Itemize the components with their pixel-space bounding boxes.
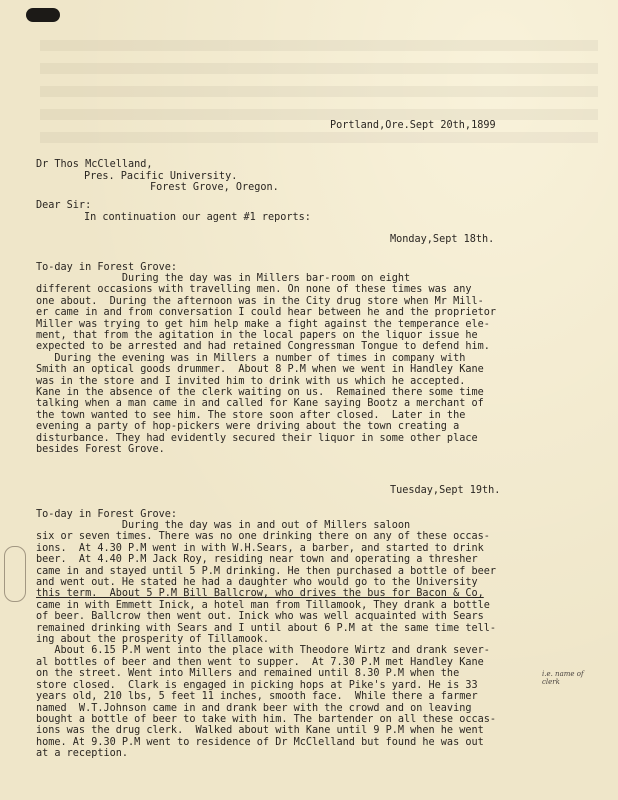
handwritten-margin-note: i.e. name of clerk	[542, 670, 584, 686]
text-line: About 6.15 P.M went into the place with Theodore Wirtz and drank sever-	[36, 645, 490, 657]
addressee-location: Forest Grove, Oregon.	[150, 182, 279, 193]
text-line: er came in and from conversation I could hear between he and the proprietor	[36, 307, 497, 319]
text-line: store closed. Clark is engaged in picking hops at Pike's yard. He is 33	[36, 679, 478, 691]
text-line: expected to be arrested and had retained Congressman Tongue to defend him.	[36, 341, 490, 353]
text-line: of beer. Ballcrow then went out. Inick who was well acquainted with Sears	[36, 611, 484, 623]
text-line: named W.T.Johnson came in and drank beer with the crowd and on leaving	[36, 702, 472, 714]
text-line: besides Forest Grove.	[36, 444, 165, 456]
place-tuesday: To-day in Forest Grove:	[36, 509, 178, 520]
text-line: During the day was in Millers bar-room on eight	[36, 273, 411, 284]
text-line: and went out. He stated he had a daughter who would go to the University	[36, 577, 478, 589]
day-header-tuesday: Tuesday,Sept 19th.	[390, 485, 501, 496]
text-line: years old, 210 lbs, 5 feet 11 inches, smooth face. While there a farmer	[36, 691, 478, 703]
text-line: came in and stayed until 5 P.M drinking. He then purchased a bottle of beer	[36, 565, 497, 577]
text-line: ing about the prosperity of Tillamook.	[36, 634, 270, 646]
addressee-title: Pres. Pacific University.	[84, 171, 238, 182]
text-line: Smith an optical goods drummer. About 8 P.M when we went in Handley Kane	[36, 364, 484, 376]
text-line-underlined: this term. About 5 P.M Bill Ballcrow, who drives the bus for Bacon & Co,	[36, 588, 484, 600]
text-line: During the day was in and out of Millers saloon	[36, 520, 411, 531]
place-monday: To-day in Forest Grove:	[36, 262, 178, 273]
paper-clip-mark	[26, 8, 60, 22]
text-line: al bottles of beer and then went to supper. At 7.30 P.M met Handley Kane	[36, 656, 484, 668]
text-line: Kane in the absence of the clerk waiting on us. Remained there some time	[36, 387, 484, 399]
text-line: came in with Emmett Inick, a hotel man from Tillamook, They drank a bottle	[36, 599, 490, 611]
salutation: Dear Sir:	[36, 200, 92, 211]
entry-body-tuesday	[36, 520, 596, 760]
text-line: ions. At 4.30 P.M went in with W.H.Sears, a barber, and started to drink	[36, 542, 484, 554]
text-line: the town wanted to see him. The store soon after closed. Later in the	[36, 409, 466, 421]
text-line: was in the store and I invited him to drink with us which he accepted.	[36, 375, 466, 387]
intro-line: In continuation our agent #1 reports:	[84, 212, 311, 223]
text-line: talking when a man came in and called for Kane saying Bootz a merchant of	[36, 398, 484, 410]
text-line: one about. During the afternoon was in the City drug store when Mr Mill-	[36, 295, 484, 307]
text-line: bought a bottle of beer to take with him. The bartender on all these occas-	[36, 713, 497, 725]
text-line: different occasions with travelling men. On none of these times was any	[36, 284, 472, 296]
text-line: remained drinking with Sears and I until about 6 P.M at the same time tell-	[36, 622, 497, 634]
text-line: on the street. Went into Millers and remained until 8.30 P.M when the	[36, 668, 460, 680]
margin-stamp	[4, 546, 26, 602]
bleed-through-text	[40, 40, 598, 160]
text-line: Miller was trying to get him help make a fight against the temperance ele-	[36, 318, 490, 330]
entry-body-monday	[36, 273, 596, 456]
addressee-name: Dr Thos McClelland,	[36, 159, 153, 170]
day-header-monday: Monday,Sept 18th.	[390, 234, 495, 245]
text-line: at a reception.	[36, 748, 129, 760]
text-line: six or seven times. There was no one drinking there on any of these occas-	[36, 531, 490, 543]
text-line: beer. At 4.40 P.M Jack Roy, residing near town and operating a thresher	[36, 554, 478, 566]
text-line: During the evening was in Millers a number of times in company with	[36, 352, 466, 364]
date-line: Portland,Ore.Sept 20th,1899	[330, 120, 496, 131]
text-line: ions was the drug clerk. Walked about with Kane until 9 P.M when he went	[36, 725, 484, 737]
text-line: disturbance. They had evidently secured their liquor in some other place	[36, 432, 478, 444]
text-line: ment, that from the agitation in the local papers on the liquor issue he	[36, 330, 478, 342]
text-line: evening a party of hop-pickers were driving about the town creating a	[36, 421, 460, 433]
text-line: home. At 9.30 P.M went to residence of Dr McClelland but found he was out	[36, 736, 484, 748]
